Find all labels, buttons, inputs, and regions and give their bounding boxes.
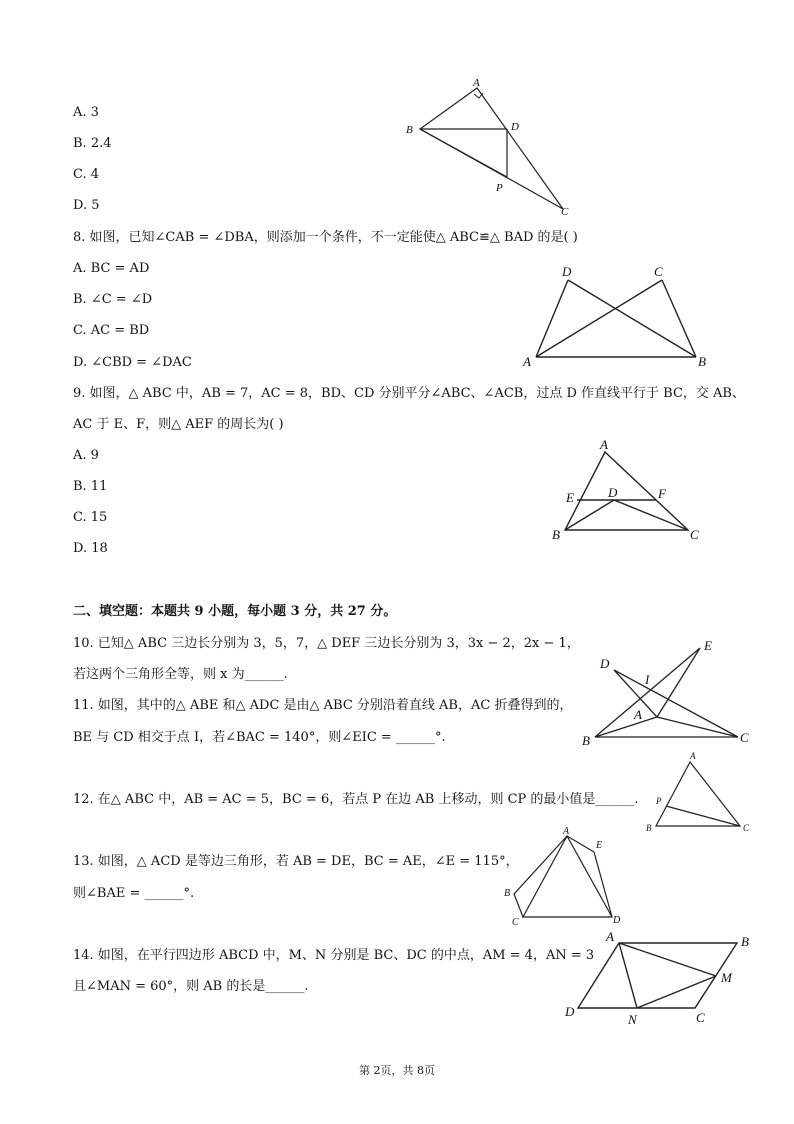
fig13-label-d: D (613, 915, 621, 926)
fig12-label-a: A (690, 751, 696, 761)
fig7-label-b: B (406, 124, 413, 136)
fig8-label-d: D (562, 264, 572, 279)
fig14-label-d: D (565, 1004, 575, 1019)
q9-option-c: C. 15 (73, 510, 108, 525)
q9-stem-line2: AC 于 E、F，则△ AEF 的周长为( ) (73, 417, 284, 432)
q7-option-d: D. 5 (73, 198, 100, 213)
fig13-label-b: B (504, 888, 511, 899)
fig9-label-b: B (552, 527, 560, 542)
fig14-label-b: B (741, 934, 749, 949)
fig11-label-b: B (582, 733, 590, 748)
page-footer: 第 2页，共 8页 (359, 1064, 435, 1077)
section-heading: 二、填空题：本题共 9 小题，每小题 3 分，共 27 分。 (73, 604, 397, 619)
fig12-label-c: C (743, 823, 750, 833)
fig9-label-d: D (608, 485, 618, 500)
q7-option-a: A. 3 (73, 105, 99, 120)
fig14-label-c: C (696, 1010, 705, 1025)
fig13-label-c: C (512, 917, 519, 928)
fig7-label-d: D (511, 121, 519, 133)
fig9-label-e: E (566, 490, 574, 505)
fig12-label-b: B (646, 823, 652, 833)
q8-stem: 8. 如图，已知∠CAB = ∠DBA，则添加一个条件，不一定能使△ ABC≌△ BAD 的是( ) (73, 230, 578, 245)
fig7-label-c: C (561, 206, 569, 218)
q9-option-a: A. 9 (73, 448, 99, 463)
fig11-label-d: D (600, 656, 610, 671)
q13-line2: 则∠BAE = ______°. (73, 886, 195, 901)
fig9-label-f: F (658, 486, 666, 501)
fig14-label-a: A (606, 929, 614, 944)
q10-line2: 若这两个三角形全等，则 x 为______. (73, 667, 288, 682)
q8-option-b: B. ∠C = ∠D (73, 292, 153, 307)
fig14-label-m: M (721, 970, 732, 985)
q11-line2: BE 与 CD 相交于点 I，若∠BAC = 140°，则∠EIC = ______°. (73, 730, 446, 745)
q9-option-d: D. 18 (73, 541, 108, 556)
q9-stem-line1: 9. 如图，△ ABC 中，AB = 7，AC = 8，BD、CD 分别平分∠ABC、∠ACB，过点 D 作直线平行于 BC，交 AB、 (73, 386, 745, 401)
q7-option-c: C. 4 (73, 167, 100, 182)
fig8-label-a: A (523, 354, 531, 369)
fig11-label-e: E (704, 638, 712, 653)
fig7-label-p: P (496, 182, 503, 194)
q10-line1: 10. 已知△ ABC 三边长分别为 3，5，7，△ DEF 三边长分别为 3，3x − 2，2x − 1， (73, 636, 580, 651)
fig13-label-e: E (596, 840, 603, 851)
fig11-label-a: A (634, 707, 642, 722)
q13-line1: 13. 如图，△ ACD 是等边三角形，若 AB = DE，BC = AE，∠E = 115°， (73, 854, 519, 869)
fig11-label-c: C (740, 730, 749, 745)
fig14-label-n: N (628, 1012, 637, 1027)
fig8-label-c: C (654, 264, 663, 279)
fig9-label-c: C (690, 527, 699, 542)
q9-option-b: B. 11 (73, 479, 108, 494)
q8-option-c: C. AC = BD (73, 323, 150, 338)
fig11-label-i: I (645, 672, 650, 687)
q14-line1: 14. 如图，在平行四边形 ABCD 中，M、N 分别是 BC、DC 的中点，AM = 4，AN = 3 (73, 948, 595, 963)
fig13-label-a: A (563, 826, 570, 837)
fig7-label-a: A (473, 77, 480, 89)
q7-option-b: B. 2.4 (73, 136, 112, 151)
fig8-label-b: B (698, 354, 706, 369)
fig12-label-p: P (656, 796, 662, 806)
fig9-label-a: A (600, 437, 608, 452)
q12-line1: 12. 在△ ABC 中，AB = AC = 5，BC = 6，若点 P 在边 AB 上移动，则 CP 的最小值是______. (73, 792, 639, 807)
q11-line1: 11. 如图，其中的△ ABE 和△ ADC 是由△ ABC 分别沿着直线 AB，AC 折叠得到的， (73, 698, 573, 713)
q14-line2: 且∠MAN = 60°，则 AB 的长是______. (73, 979, 309, 994)
q8-option-a: A. BC = AD (73, 261, 150, 276)
q8-option-d: D. ∠CBD = ∠DAC (73, 355, 192, 370)
